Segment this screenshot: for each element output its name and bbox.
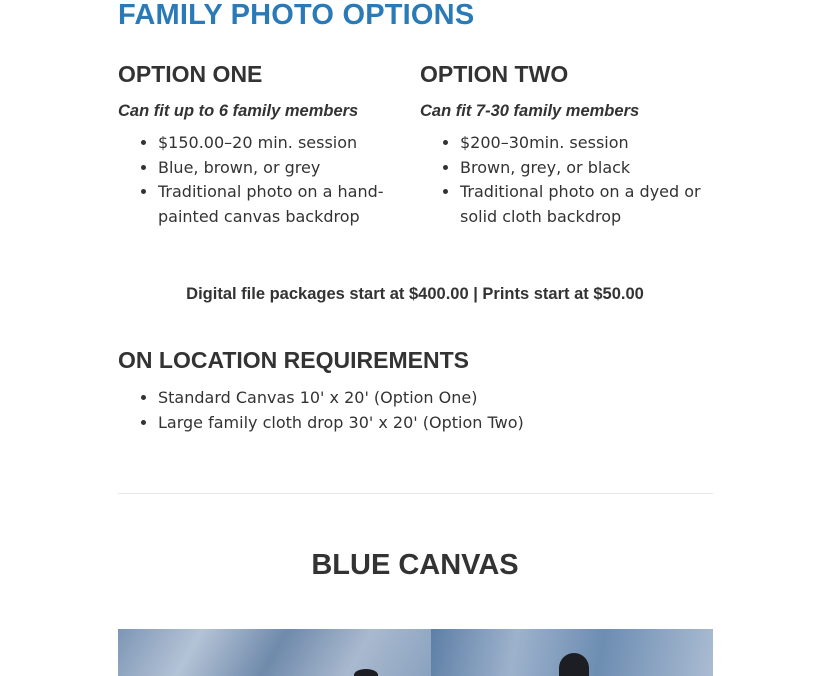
location-item-standard: • Standard Canvas 10' x 20' (Option One) [158,386,758,411]
subject-silhouette [559,653,589,676]
option-one-heading: OPTION ONE [118,61,263,87]
section-divider [118,493,713,494]
gallery-photo-2[interactable] [431,629,713,676]
option-one-backdrop: • Traditional photo on a hand-painted canvas backdrop [158,180,408,229]
option-two-colors: • Brown, grey, or black [460,156,710,181]
option-one-details [118,131,408,229]
location-item-large: • Large family cloth drop 30' x 20' (Option Two) [158,411,758,436]
page-title: FAMILY PHOTO OPTIONS [118,0,475,31]
option-one-capacity: Can fit up to 6 family members [118,102,359,120]
option-two-heading: OPTION TWO [420,61,569,87]
option-two-details [420,131,710,229]
gallery-heading: BLUE CANVAS [311,549,519,581]
gallery-photo-1[interactable] [118,629,431,676]
option-one-price: • $150.00–20 min. session [158,131,408,156]
option-two-price: • $200–30min. session [460,131,710,156]
subject-silhouette [354,669,378,676]
option-two-section [420,58,710,229]
option-one-colors: • Blue, brown, or grey [158,156,408,181]
pricing-note: Digital file packages start at $400.00 | Prints start at $50.00 [186,285,644,303]
option-one-section [118,58,408,229]
location-heading: ON LOCATION REQUIREMENTS [118,347,469,373]
photo-gallery [118,629,713,676]
option-two-capacity: Can fit 7-30 family members [420,102,640,120]
option-two-backdrop: • Traditional photo on a dyed or solid cloth backdrop [460,180,710,229]
location-requirements [118,386,758,435]
